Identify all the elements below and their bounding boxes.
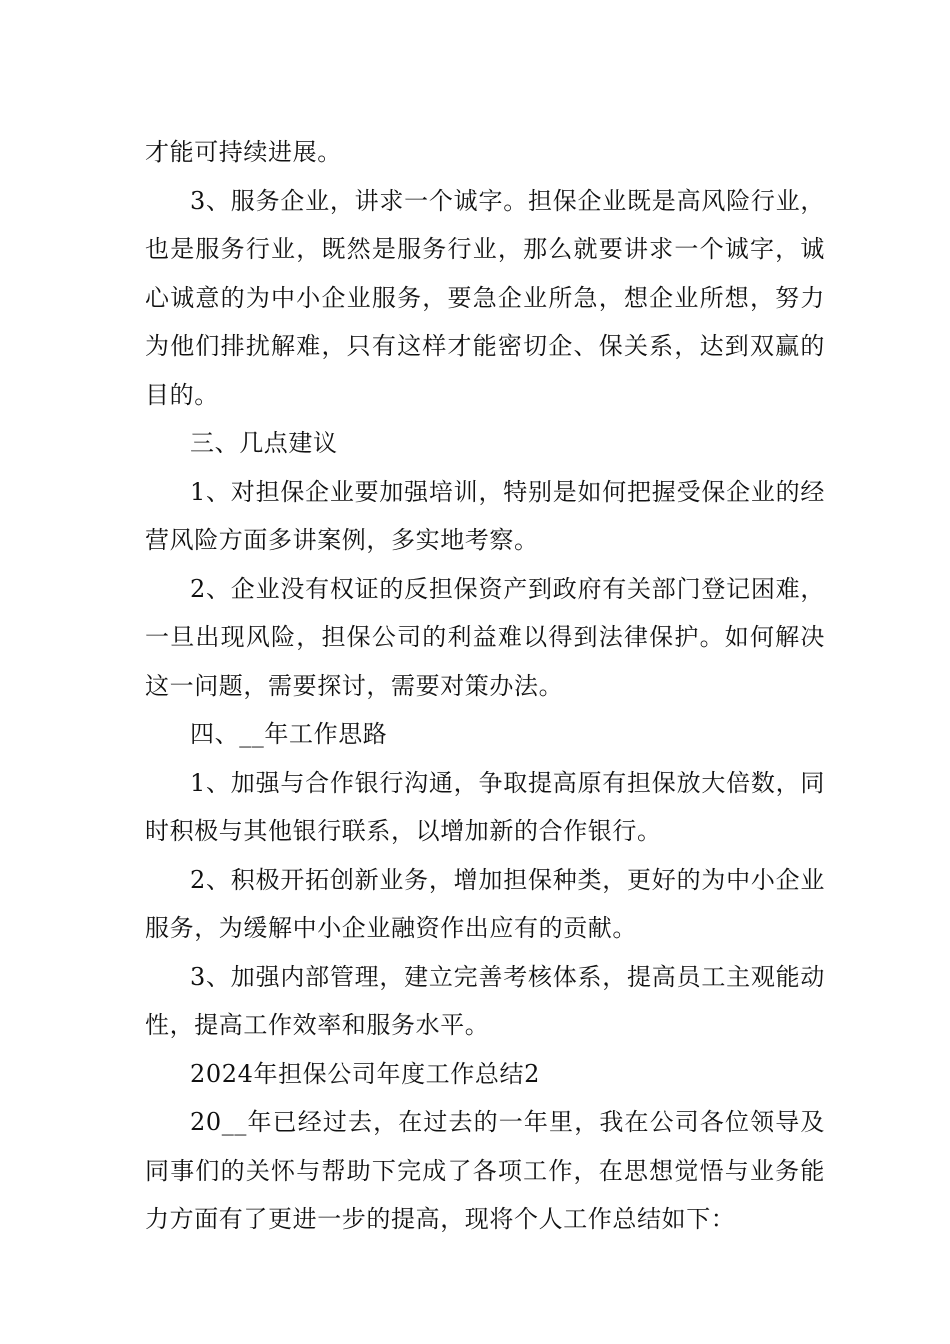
paragraph-suggestion-2: 2、企业没有权证的反担保资产到政府有关部门登记困难，一旦出现风险，担保公司的利益难以得到法律保护。如何解决这一问题，需要探讨，需要对策办法。 xyxy=(145,574,825,700)
section-heading-work-plan: 四、__年工作思路 xyxy=(190,720,388,748)
paragraph-continuation: 才能可持续进展。 xyxy=(145,138,342,166)
paragraph-plan-3: 3、加强内部管理，建立完善考核体系，提高员工主观能动性，提高工作效率和服务水平。 xyxy=(145,962,825,1039)
section-heading-suggestions: 三、几点建议 xyxy=(190,429,338,457)
paragraph-summary-intro: 20__年已经过去，在过去的一年里，我在公司各位领导及同事们的关怀与帮助下完成了各项工作，在思想觉悟与业务能力方面有了更进一步的提高，现将个人工作总结如下： xyxy=(145,1108,825,1233)
paragraph-plan-2: 2、积极开拓创新业务，增加担保种类，更好的为中小企业服务，为缓解中小企业融资作出应有的贡献。 xyxy=(145,865,825,942)
document-section-title: 2024年担保公司年度工作总结2 xyxy=(190,1059,540,1088)
paragraph-suggestion-1: 1、对担保企业要加强培训，特别是如何把握受保企业的经营风险方面多讲案例，多实地考察。 xyxy=(145,477,825,554)
document-body xyxy=(145,128,825,1244)
paragraph-plan-1: 1、加强与合作银行沟通，争取提高原有担保放大倍数，同时积极与其他银行联系，以增加新的合作银行。 xyxy=(145,768,825,845)
paragraph-service-enterprise: 3、服务企业，讲求一个诚字。担保企业既是高风险行业，也是服务行业，既然是服务行业，那么就要讲求一个诚字，诚心诚意的为中小企业服务，要急企业所急，想企业所想，努力为他们排扰解难，只有这样才能密切企、保关系，达到双赢的目的。 xyxy=(145,186,825,409)
